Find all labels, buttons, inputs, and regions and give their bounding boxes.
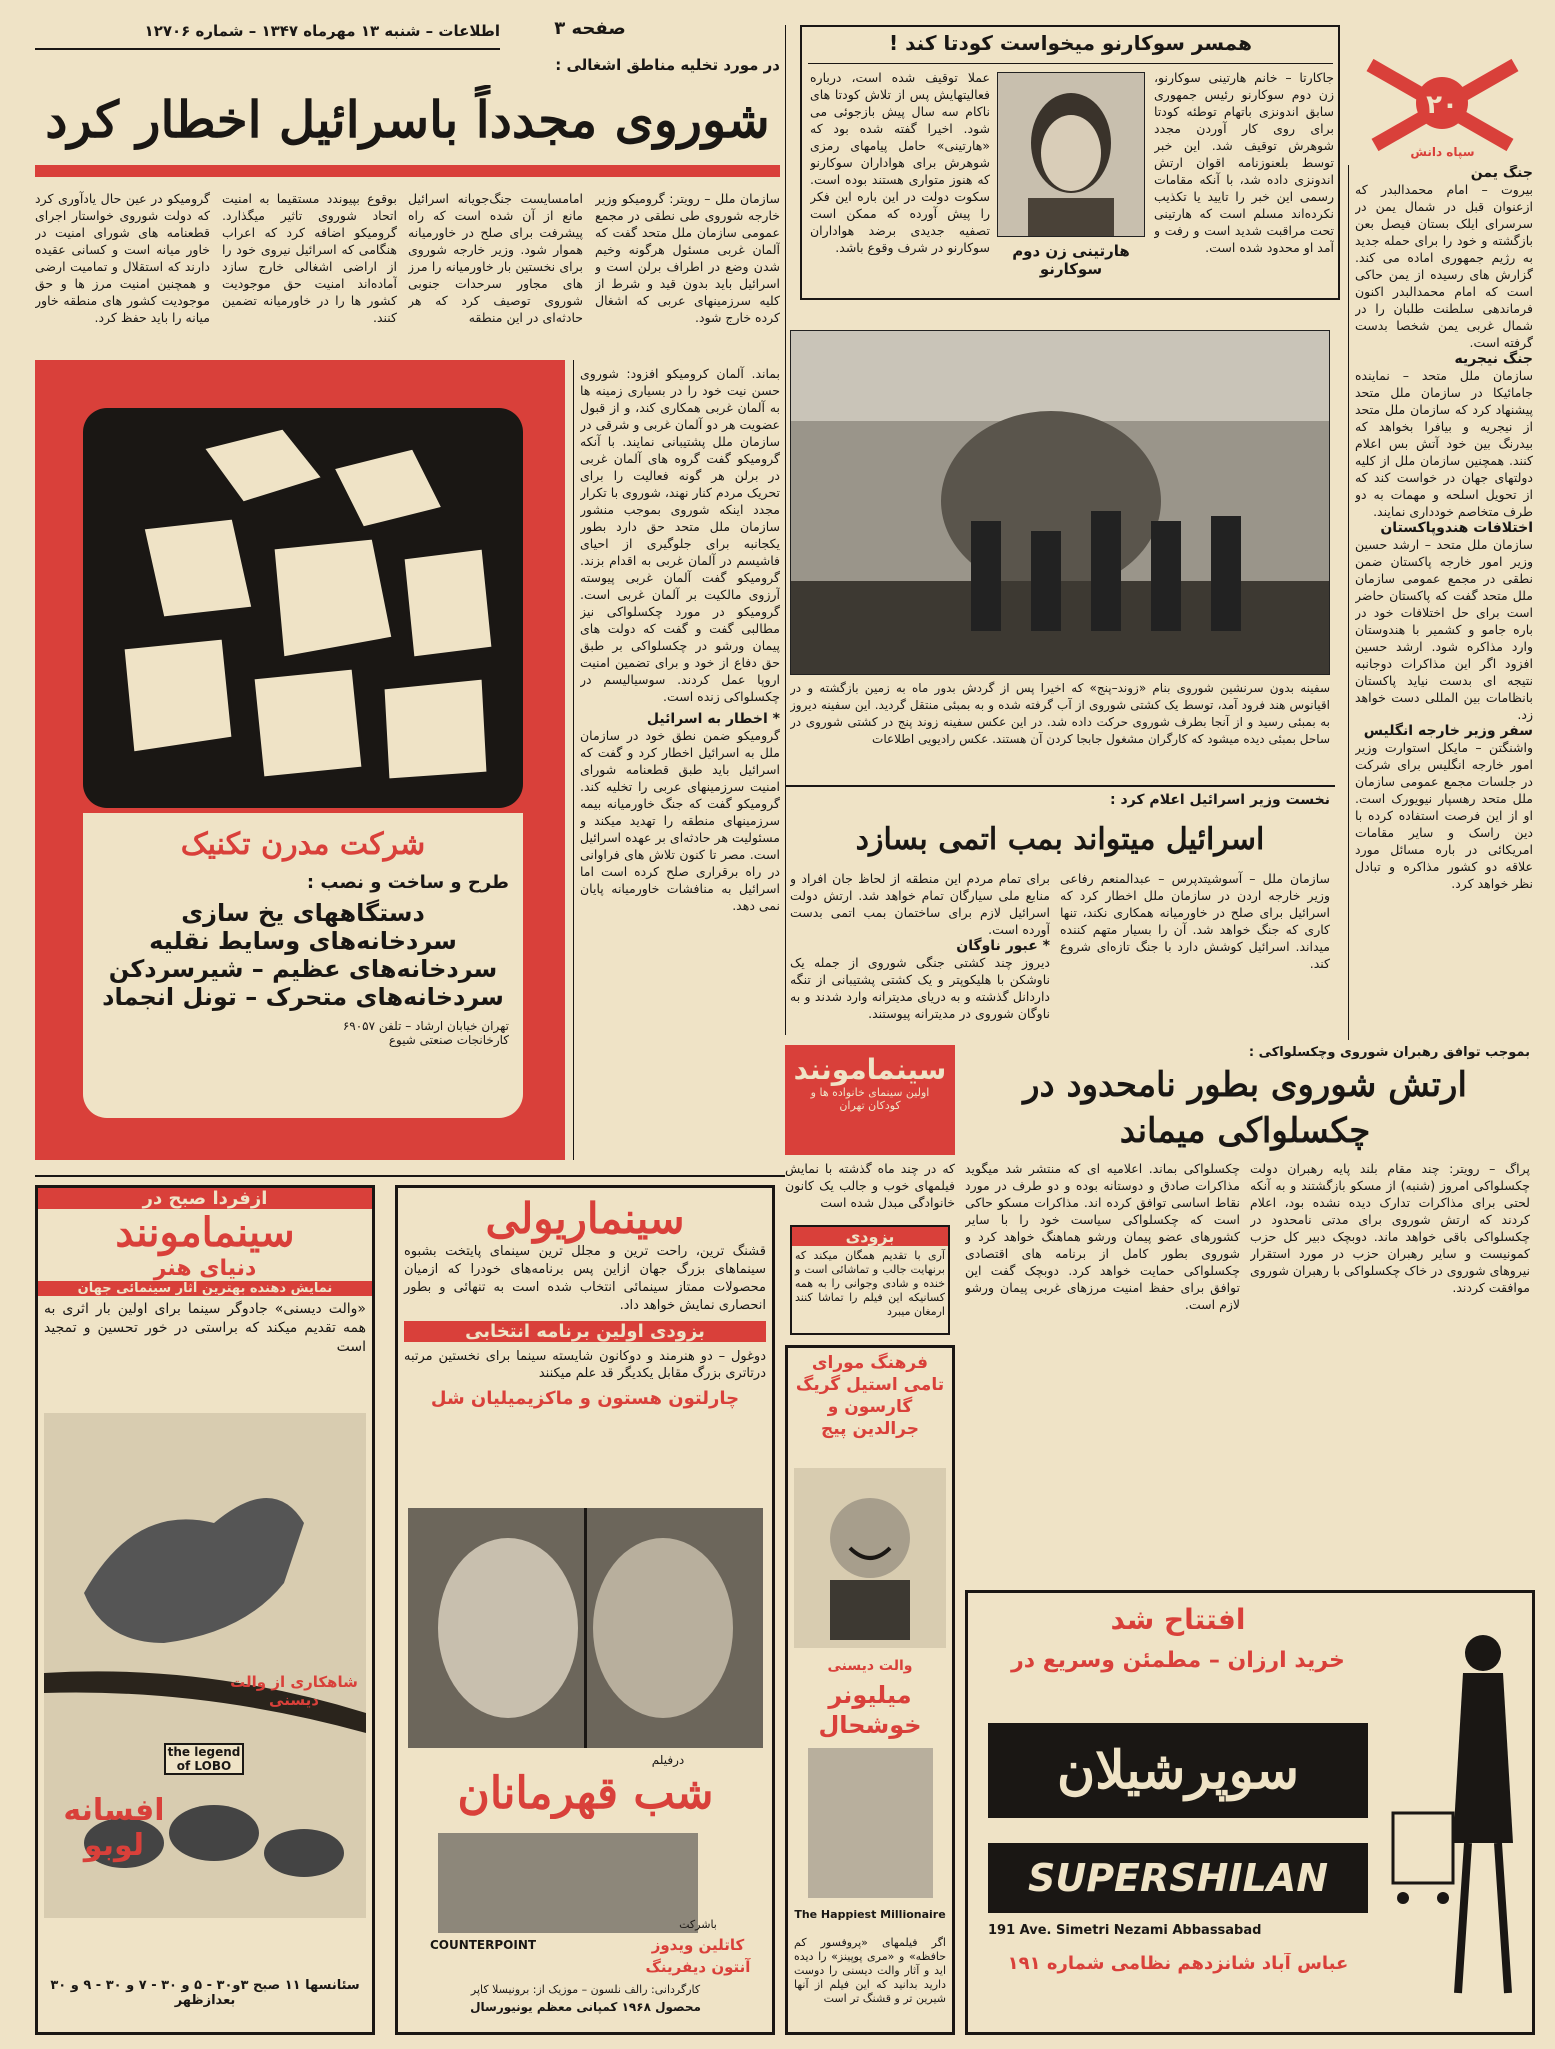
maryoli-film-pre: درفیلم bbox=[651, 1753, 685, 1767]
soviet-headline: شوروی مجدداً باسرائیل اخطار کرد bbox=[45, 90, 770, 149]
lobo-from: ازفردا صبح در bbox=[38, 1188, 372, 1209]
maryoli-with: باشرکت bbox=[679, 1918, 717, 1931]
cinema-moond-box bbox=[785, 1045, 955, 1155]
cinema-moond-title: سینمامونند bbox=[793, 1053, 947, 1086]
shilan-slogan: خرید ارزان – مطمئن وسریع در bbox=[1011, 1648, 1345, 1673]
lobo-poster bbox=[44, 1413, 366, 1918]
soon-box bbox=[790, 1225, 950, 1335]
ad-freezer bbox=[35, 360, 565, 1160]
lobo-times: سئانسها ۱۱ صبح ۳و۳۰ - ۵ و ۳۰ - ۷ و ۳۰ - ۹ و ۳۰ بعدازظهر bbox=[50, 1978, 360, 2008]
dateline: اطلاعات – شنبه ۱۳ مهرماه ۱۳۴۷ – شماره ۱۲۷۰۶ bbox=[144, 22, 500, 40]
soviet-kicker: در مورد تخلیه مناطق اشغالی : bbox=[555, 56, 780, 74]
fleet-sub: * عبور ناوگان bbox=[956, 938, 1050, 954]
soon-title: بزودی bbox=[792, 1227, 948, 1246]
lobo-sub: نمایش دهنده بهترین آثار سینمائی جهان bbox=[38, 1281, 372, 1296]
woman-with-cart-icon bbox=[1388, 1613, 1528, 2023]
logo bbox=[1360, 45, 1525, 165]
israel-col2-wrap bbox=[790, 870, 1050, 1070]
shilan-shopper bbox=[1388, 1613, 1528, 2023]
nigeria-heading: جنگ نیجریه bbox=[1454, 351, 1533, 367]
shilan-address-fa: عباس آباد شانزدهم نظامی شماره ۱۹۱ bbox=[1007, 1953, 1349, 1974]
logo-number: ۲۰ bbox=[1426, 90, 1458, 120]
disney-top: فرهنگ مورای تامی استیل گریگ گارسون و جرالدین پیج bbox=[795, 1353, 945, 1439]
maryoli-banner: بزودی اولین برنامه انتخابی bbox=[404, 1321, 766, 1342]
shilan-name-en: SUPERSHILAN bbox=[988, 1843, 1368, 1913]
nigeria-text: سازمان ملل متحد – نماینده جامائیکا در سازمان ملل متحد پیشنهاد کرد که سازمان ملل متحد از نیجریه و بیافرا بخواهد که بیدرنگ بین خود آتش بس اعلام کنند. همچنین سازمان ملل از کلیه دولتهای جهان در خواست کند که از تحویل اسلحه و مهمات به دو طرف متخاصم خودداری نمایند. bbox=[1355, 368, 1533, 519]
soviet-col2: امامسایست جنگ‌جویانه اسرائیل مانع از آن شده است که راه پیشرفت برای صلح در خاورمیانه هموار شود. وزیر خارجه شوروی برای نخستین بار خاورمیانه را مرز های مجاور سرحدات جنوبی شوروی توصیف کرد که هر حادثه‌ای در این منطقه bbox=[408, 191, 583, 325]
shilan-name-fa: سوپرشیلان bbox=[988, 1723, 1368, 1818]
lobo-by: شاهکاری از والت دیسنی bbox=[230, 1673, 358, 1709]
freezer-line2: سردخانه‌های وسایط نقلیه bbox=[149, 927, 457, 955]
sukarno-col1: جاکارتا – خانم هارتینی سوکارنو، زن دوم سوکارنو رئیس جمهوری سابق اندونزی باتهام توطئه کودتا برای روی کار آوردن مجدد شوهرش توقیف شد. این خبر توسط بلعنوزنامه اقوان ارتش اندونزی داده شد، با آنکه مقامات رسمی این خبر را تایید یا تکذیب نکرده‌اند مسلم است که هارتینی تحت مراقبت شدید است و رفت و آمد او محدود شده است. bbox=[1154, 70, 1334, 255]
ship-crane-photo bbox=[791, 331, 1329, 674]
czech-col1: پراگ – رویتر: چند مقام بلند پایه رهبران دولت چکسلواکی امروز (شنبه) از مسکو بازگشتند و به آنکه لحتی برای مذاکرات تدارک دیده نشده بود، اعلام کردند که ارتش شوروی برای مدتی نامحدود در چکسلواکی باقی خواهد ماند. دوبچک دبیر کل حزب کمونیست و سایر رهبران حزب در مورد استقرار نیروهای شوروی در خاک چکسلواکی با رهبران شوروی موافقت کردند. bbox=[1250, 1161, 1530, 1295]
sukarno-col2: عملا توقیف شده است، درباره فعالیتهایش پس از تلاش کودتا های ناکام سه سال پیش بازجوئی می شود. اخیرا گفته شده بود که «هارتینی» حامل پیامهای رمزی شوهرش برای هواداران سوکارنو که هنوز متواری هستند بوده است. سکوت دولت در این باره این فکر را پیش آورده که ممکن است تصفیه جدیدی برضد هواداران سوکارنو در شرف وقوع باشد. bbox=[810, 70, 990, 255]
maryoli-prod: محصول ۱۹۶۸ کمپانی معظم یونیورسال bbox=[470, 2000, 701, 2014]
uk-fm-heading: سفر وزیر خارجه انگلیس bbox=[1363, 723, 1533, 739]
maryoli-cast1: کاتلین ویدوز bbox=[651, 1936, 745, 1954]
disney-title: میلیونر خوشحال bbox=[818, 1681, 922, 1739]
maryoli-cinema: سینماریولی bbox=[485, 1194, 685, 1243]
czech-kicker: بموجب توافق رهبران شوروی وچکسلواکی : bbox=[1248, 1045, 1530, 1060]
cinema-moond-text: که در چند ماه گذشته با نمایش فیلمهای خوب و جالب یک کانون خانوادگی مبدل شده است bbox=[785, 1161, 955, 1210]
uk-fm-text: واشنگتن – مایکل استوارت وزیر امور خارجه انگلیس برای شرکت در جلسات مجمع عمومی سازمان ملل متحد رهسپار نیویورک است. او از این فرصت استفاده کرده با دین راسک و سایر مقامات امریکائی در باره مسائل مورد علاقه دو کشور مذاکره و تبادل نظر خواهد کرد. bbox=[1355, 740, 1533, 891]
capsule-photo bbox=[790, 330, 1330, 675]
disney-by: والت دیسنی bbox=[827, 1658, 913, 1674]
freezer-line4: سردخانه‌های متحرک – تونل انجماد bbox=[102, 983, 504, 1011]
soviet-continued-text: بماند. آلمان کرومیکو افزود: شوروی حسن نیت خود را در بسیاری زمینه ها به آلمان غربی همکاری کند، و از قبول عضویت هر دو آلمان غربی و شرقی در سازمان ملل پشتیبانی نمایند. با آنکه گرومیکو گفت گروه های آلمان غربی در برلن هر گونه فعالیت را برای تحریک مردم کنار نهند، شوروی با تکرار مجدد اینکه شوروی بموجب منشور سازمان ملل متحد حق دارد بطور یکجانبه برای جلوگیری از احیای فاشیسم در آلمان غربی به اقدام بزند. گرومیکو گفت آلمان غربی پیوسته آرزوی مالکیت بر آلمان غربی است. گرومیکو در مورد چکسلواکی نیز مطالبی گفت و گفت که دولت های پیمان ورشو در چکسلواکی بر طبق حق دفاع از خود و برای تضمین امنیت اروپا عمل کردند. سوسیالیسم در چکسلواکی زنده است. bbox=[580, 366, 780, 704]
shilan-open: افتتاح شد bbox=[1110, 1603, 1246, 1636]
header-rule bbox=[35, 48, 500, 50]
sukarno-caption: هارتینی زن دوم سوکارنو bbox=[1012, 242, 1130, 278]
warning-israel-text: گرومیکو ضمن نطق خود در سازمان ملل به اسرائیل اخطار کرد و گفت که اسرائیل باید طبق قطعنامه شورای امنیت سرزمینهای عربی را تخلیه کند. گرومیکو گفت که جنگ خاورمیانه بیمه سرزمینهای منطقه را تهدید میکند و مسئولیت هر حادثه‌ای بر عهده اسرائیل است. مصر تا کنون تلاش های فراوانی در راه برقراری صلح کرده است اما اسرائیل به منافشات خاورمیانه پایان نمی دهد. bbox=[580, 728, 780, 913]
soon-text: آری با تقدیم همگان میکند که برنهایت جالب و تماشائی است و خنده و شادی وجوانی را به همه کسانیکه این فیلم را تماشا کنند ارمغان میبرد bbox=[795, 1249, 945, 1318]
sukarno-photo bbox=[997, 72, 1145, 237]
lobo-title: افسانه لوبو bbox=[63, 1793, 165, 1863]
maryoli-film-en: COUNTERPOINT bbox=[429, 1938, 537, 1952]
freezer-company: شرکت مدرن تکنیک bbox=[180, 827, 426, 862]
sukarno-headline: همسر سوکارنو میخواست کودتا کند ! bbox=[889, 31, 1252, 55]
soviet-red-rule bbox=[35, 165, 780, 177]
disney-art bbox=[794, 1468, 946, 1648]
lobo-tagline: دنیای هنر bbox=[153, 1256, 257, 1281]
czech-headline: ارتش شوروی بطور نامحدود در چکسلواکی میماند bbox=[1023, 1065, 1467, 1151]
shilan-address-en: 191 Ave. Simetri Nezami Abbassabad bbox=[988, 1923, 1262, 1938]
indo-pak-heading: اختلافات هندوپاکستان bbox=[1380, 520, 1533, 536]
ad-lobo bbox=[35, 1185, 375, 2035]
smiling-man-icon bbox=[794, 1468, 946, 1648]
soviet-col4: گرومیکو در عین حال یادآوری کرد که دولت شوروی خواستار اجرای قطعنامه های شورای امنیت در خاور میانه است و کسانی عقیده دارند که استقلال و تمامیت ارضی و همچنین امنیت مرز ها و حق موجودیت کشور های منطقه خاور میانه را باید حفظ کرد. bbox=[35, 191, 210, 325]
freezer-design-label: طرح و ساخت و نصب : bbox=[306, 872, 509, 893]
cinema-moond-sub: اولین سینمای خانواده ها و کودکان تهران bbox=[810, 1086, 930, 1112]
soviet-continued bbox=[580, 365, 780, 1165]
yemen-text: بیروت – امام محمدالبدر که ازعنوان قبل در شمال یمن در سرسرای ایلک بستان فیصل بعن بازگشته و خود را برای حمله جدید به رژیم جمهوری اماده می کند. گزارش های رسیده از یمن حاکی است که امام محمدالبدر اکنون فرماندهی سلطنت طلبان را در شمال غربی یمن شخصا بدست گرفته است. bbox=[1355, 182, 1533, 350]
freezer-art bbox=[83, 408, 523, 808]
maryoli-cast2: آنتون دیفرینگ bbox=[645, 1958, 751, 1976]
ad-supershilan bbox=[965, 1590, 1535, 2035]
freezer-content bbox=[83, 813, 523, 1118]
ad-disney bbox=[785, 1345, 955, 2035]
portrait-icon bbox=[998, 73, 1144, 236]
capsule-caption: سفینه بدون سرنشین شوروی بنام «زوند–پنج» که اخیرا پس از گردش بدور ماه به زمین بازگشته و در اقیانوس هند فرود آمد، توسط یک کشتی شوروی از آب گرفته شده و به بمبئی منتقل گردید. این سفینه دیروز به بمبئی رسید و از آنجا بطرف شوروی حرکت داده شد. در این عکس سفینه زوند پنج در کشتی شوروی در ساحل بمبئی دیده میشود که کارگران مشغول جابجا کردن آن هستند. عکس رادیویی اطلاعات bbox=[790, 681, 1330, 746]
maryoli-film: شب قهرمانان bbox=[457, 1768, 714, 1819]
maryoli-text: قشنگ ترین، راحت ترین و مجلل ترین سینمای پایتخت بشبوه سینماهای بزرگ جهان ازاین پس برنامه‌های خودرا که ازمیان محصولات ممتاز سینمائی انتخاب شده است به تنهائی و بطور انحصاری نمایش خواهد داد. bbox=[404, 1244, 766, 1313]
israel-kicker: نخست وزیر اسرائیل اعلام کرد : bbox=[1110, 792, 1330, 808]
yemen-heading: جنگ یمن bbox=[1470, 165, 1533, 181]
israel-col2: برای تمام مردم این منطقه از لحاظ جان افراد و منابع ملی سیارگان تمام خواهد شد. ارتش دولت اسرائیل لازم برای ساختمان بمب اتمی بدست آورده است. bbox=[790, 871, 1050, 937]
freezer-line3: سردخانه‌های عظیم – شیرسردکن bbox=[108, 955, 498, 983]
disney-dance bbox=[808, 1748, 933, 1898]
lobo-cinema: سینمامونند bbox=[115, 1209, 295, 1256]
warning-israel-sub: * اخطار به اسرائیل bbox=[646, 711, 780, 727]
page-number: صفحه ۳ bbox=[554, 18, 626, 39]
indo-pak-text: سازمان ملل متحد – ارشد حسین وزیر امور خارجه پاکستان ضمن نطقی در مجمع عمومی سازمان ملل متحد گفت که پاکستان حاضر است برای حل اختلافات خود در باره جامو و کشمیر با هندوستان وارد مذاکره شود. ارشد حسین افزود اگر این مذاکرات دوجانبه نتیجه ای بدست نیاید پاکستان بانظامات بین المللی دست خواهد زد. bbox=[1355, 537, 1533, 722]
lobo-poster-en: the legend of LOBO bbox=[164, 1743, 244, 1775]
soviet-col3: بوقوع بپیوندد مستقیما به امنیت اتحاد شوروی تاثیر میگذارد. گرومیکو اضافه کرد که اعراب هنگامی که اسرائیل نیروی خود را از اراضی اشغالی خارج سازد آماده‌اند امنیت حق موجودیت کشور ها را در خاورمیانه تضمین کنند. bbox=[222, 191, 397, 325]
maryoli-desc: دوغول – دو هنرمند و دوکانون شایسته سینما برای نخستین مرتبه درتاتری بزرگ مقابل یکدیگر قد علم میکنند bbox=[404, 1349, 766, 1381]
ad-maryoli bbox=[395, 1185, 775, 2035]
sukarno-box bbox=[800, 25, 1340, 300]
freezer-line1: دستگاههای یخ سازی bbox=[181, 899, 425, 927]
israel-col1: سازمان ملل – آسوشیتدپرس – عبدالمنعم رفاعی وزیر خارجه اردن در سازمان ملل اخطار کرد که اسرائیل برای صلح در خاورمیانه همکاری نکند، تنها کاری که جنگ خواهد شد. آن را بسیار متهم کننده میداند. اسرائیل کوشش دارد با جنگ تازه‌ای شروع کند. bbox=[1060, 871, 1330, 971]
lobo-text: «والت دیسنی» جادوگر سینما برای اولین بار اثری به همه تقدیم میکند که براستی در خور تحسین و تمجید است bbox=[44, 1301, 366, 1355]
disney-text: اگر فیلمهای «پروفسور کم حافظه» و «مری پوپینز» را دیده اید و آثار والت دیسنی را دوست دارید بدانید که این فیلم از آنها شیرین تر و قشنگ تر است bbox=[794, 1936, 946, 2005]
news-briefs bbox=[1355, 165, 1533, 1035]
disney-en: The Happiest Millionaire bbox=[794, 1908, 946, 1921]
freezer-address: تهران خیابان ارشاد – تلفن ۶۹۰۵۷ bbox=[342, 1019, 509, 1033]
ice-cubes-graphic bbox=[83, 408, 523, 808]
actors-faces-icon bbox=[408, 1508, 763, 1748]
maryoli-poster bbox=[408, 1508, 763, 1748]
maryoli-stars: چارلتون هستون و ماکزیمیلیان شل bbox=[430, 1388, 740, 1409]
logo-caption: سپاه دانش bbox=[1410, 145, 1475, 159]
soviet-col1: سازمان ملل – رویتر: گرومیکو وزیر خارجه شوروی طی نطقی در مجمع عمومی سازمان ملل متحد گفت که آلمان غربی مسئول هرگونه وخیم شدن وضع در اطراف برلن است و اسرائیل باید بدون قید و شرط از کلیه سرزمینهای عربی که اشغال کرده خارج شود. bbox=[595, 191, 780, 325]
israel-col2b: دیروز چند کشتی جنگی شوروی از جمله یک ناوشکن با هلیکوپتر و یک کشتی پشتیبانی از تنگه داردانل گذشته و به دریای مدیترانه وارد شدند و به ناوگان شوروی در مدیترانه پیوستند. bbox=[790, 955, 1050, 1021]
freezer-factory: کارخانجات صنعتی شیوع bbox=[388, 1033, 509, 1047]
maryoli-credits: کارگردانی: رالف نلسون – موزیک از: برونیسلا کاپر bbox=[470, 1983, 701, 1996]
czech-col2: چکسلواکی بماند. اعلامیه ای که منتشر شد میگوید مذاکرات صادق و دوستانه بوده و دو طرف در مورد نقاط اساسی توافق کرده اند. مذاکرات مسکو حاکی است که چکسلواکی سیاست خود را با سایر کشورهای عضو پیمان ورشو هماهنگ خواهد کرد و شوروی بطور کامل از برنامه های اقتصادی چکسلواکی حمایت خواهد کرد. دوبچک گفت این توافق برای حفظ امنیت مرزهای غربی پیمان ورشو لازم است. bbox=[965, 1161, 1240, 1312]
israel-headline: اسرائیل میتواند بمب اتمی بسازد bbox=[855, 822, 1265, 857]
